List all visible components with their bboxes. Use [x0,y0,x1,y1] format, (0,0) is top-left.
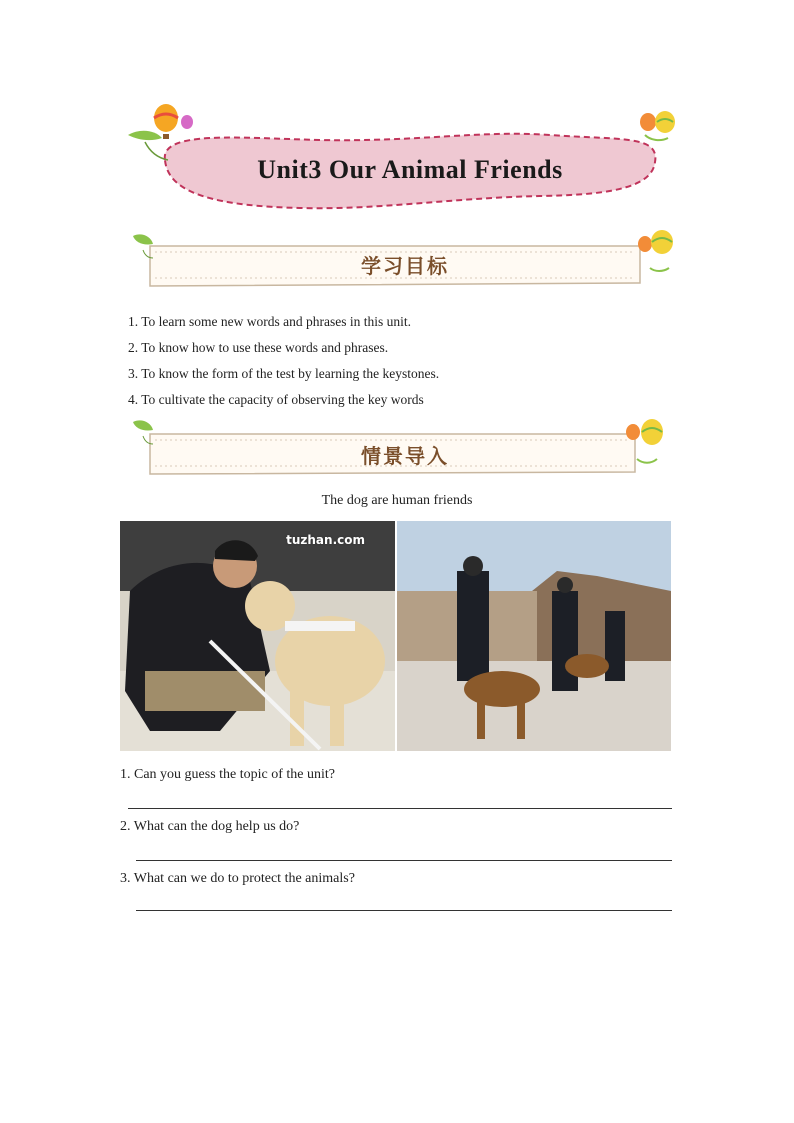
objectives-list [128,309,439,413]
image-caption: The dog are human friends [321,493,473,508]
hot-air-balloon-icon-right [640,111,675,140]
question-3: 3. What can we do to protect the animals? [120,871,355,886]
question-2: 2. What can the dog help us do? [120,819,300,834]
photo-guide-dog [120,521,395,751]
list-item: 3. To know the form of the test by learning the keystones. [128,366,440,381]
section-header-intro [125,414,685,484]
answer-line-1[interactable] [128,808,672,809]
list-item: 4. To cultivate the capacity of observing the key words [128,392,424,407]
section-heading: 学习目标 [361,254,449,278]
section-header-objectives [125,228,685,298]
list-item: 1. To learn some new words and phrases in this unit. [128,314,412,329]
hot-air-balloon-icon [154,104,193,139]
watermark: tuzhan.com [286,533,365,547]
section-heading: 情景导入 [361,444,449,468]
photo-police-dogs [397,521,671,751]
page-title: Unit3 Our Animal Friends [257,155,563,184]
list-item: 2. To know how to use these words and phrases. [128,340,389,355]
answer-line-2[interactable] [136,860,672,861]
answer-line-3[interactable] [136,910,672,911]
question-1: 1. Can you guess the topic of the unit? [120,767,336,782]
